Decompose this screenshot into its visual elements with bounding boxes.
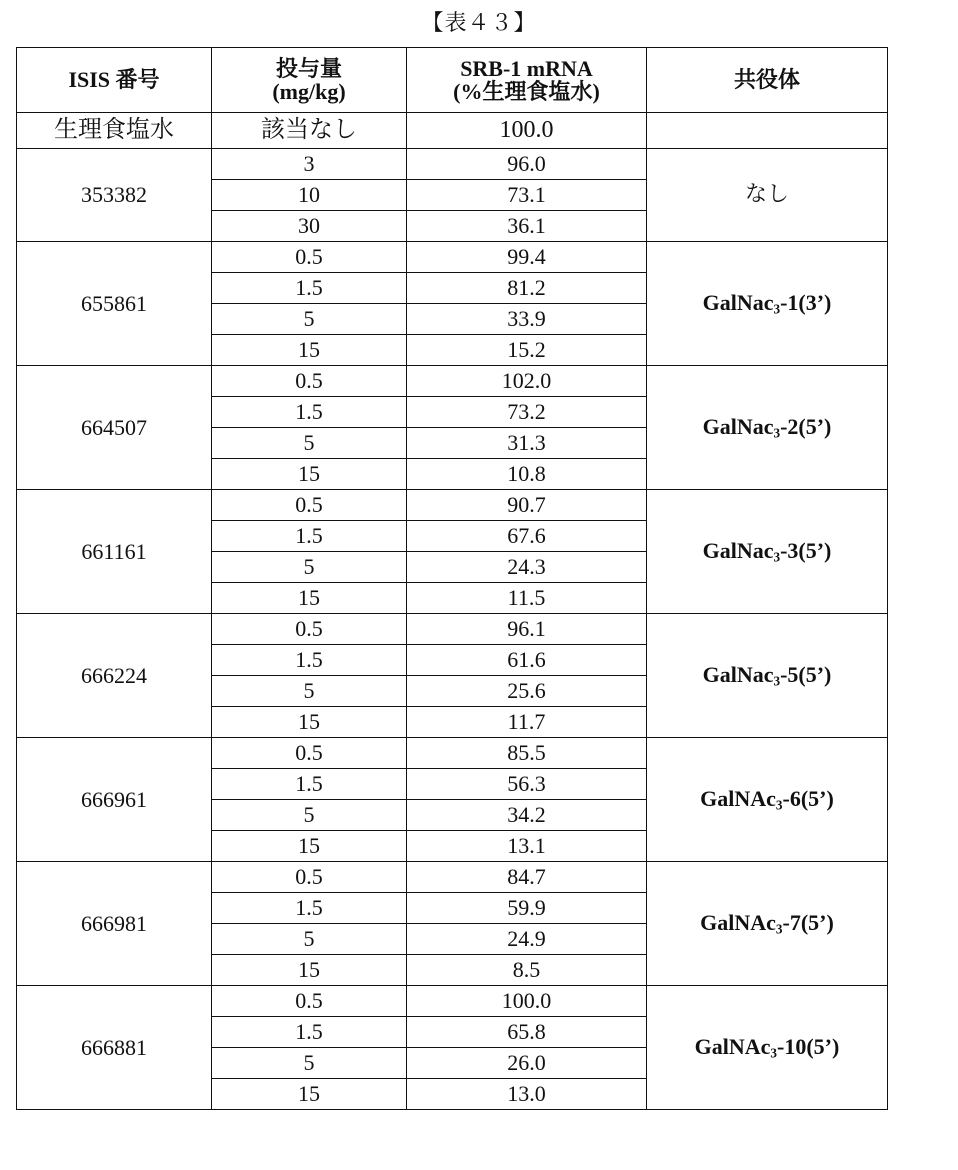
dose-cell: 5 [212,428,407,459]
dose-cell: 15 [212,831,407,862]
dose-cell: 0.5 [212,614,407,645]
conjugate-cell [647,490,888,614]
dose-cell: 5 [212,800,407,831]
mrna-cell: 100.0 [407,986,647,1017]
dose-cell: 5 [212,1048,407,1079]
conjugate-suffix: -10(5’) [777,1033,840,1059]
dose-cell: 15 [212,955,407,986]
saline-row [17,113,888,149]
isis-number-cell: 666961 [17,738,212,862]
table-row [17,490,888,521]
header-row [17,48,888,113]
dose-cell: 1.5 [212,521,407,552]
dose-cell: 10 [212,180,407,211]
isis-number-cell: 666881 [17,986,212,1110]
mrna-cell: 10.8 [407,459,647,490]
mrna-cell: 73.2 [407,397,647,428]
mrna-cell: 31.3 [407,428,647,459]
mrna-cell: 85.5 [407,738,647,769]
mrna-cell: 56.3 [407,769,647,800]
mrna-cell: 24.9 [407,924,647,955]
mrna-cell: 59.9 [407,893,647,924]
mrna-cell: 36.1 [407,211,647,242]
conjugate-cell [647,242,888,366]
header-mrna-line1: SRB-1 mRNA [460,55,593,81]
dose-cell: 5 [212,676,407,707]
mrna-cell: 24.3 [407,552,647,583]
isis-number-cell: 661161 [17,490,212,614]
header-isis-number [17,48,212,113]
dose-cell: 15 [212,707,407,738]
conjugate-subscript: 3 [773,301,781,317]
dose-cell: 1.5 [212,769,407,800]
conjugate-subscript: 3 [773,549,781,565]
saline-conjugate-cell [647,113,888,149]
mrna-cell: 61.6 [407,645,647,676]
mrna-cell: 26.0 [407,1048,647,1079]
mrna-cell: 13.0 [407,1079,647,1110]
dose-cell: 30 [212,211,407,242]
dose-cell: 0.5 [212,986,407,1017]
table-row [17,738,888,769]
mrna-cell: 33.9 [407,304,647,335]
dose-cell: 1.5 [212,893,407,924]
table-row [17,862,888,893]
mrna-cell: 11.5 [407,583,647,614]
mrna-cell: 73.1 [407,180,647,211]
conjugate-prefix: GalNAc [694,1033,771,1059]
header-dose-line1: 投与量 [275,55,342,81]
table-row [17,986,888,1017]
dose-cell: 1.5 [212,397,407,428]
table-row [17,614,888,645]
mrna-cell: 96.0 [407,149,647,180]
saline-dose-cell: 該当なし [212,113,407,149]
dose-cell: 0.5 [212,862,407,893]
conjugate-subscript: 3 [775,797,783,813]
mrna-cell: 8.5 [407,955,647,986]
conjugate-cell [647,738,888,862]
isis-number-cell: 666224 [17,614,212,738]
dose-cell: 15 [212,583,407,614]
mrna-cell: 13.1 [407,831,647,862]
conjugate-suffix: -3(5’) [780,537,832,563]
dose-cell: 0.5 [212,366,407,397]
isis-number-cell: 655861 [17,242,212,366]
mrna-cell: 34.2 [407,800,647,831]
dose-cell: 5 [212,304,407,335]
isis-number-cell: 353382 [17,149,212,242]
conjugate-suffix: -1(3’) [780,289,832,315]
conjugate-suffix: -5(5’) [780,661,832,687]
dose-cell: 15 [212,1079,407,1110]
mrna-cell: 25.6 [407,676,647,707]
mrna-cell: 15.2 [407,335,647,366]
conjugate-prefix: GalNac [702,661,774,687]
mrna-cell: 67.6 [407,521,647,552]
conjugate-suffix: -7(5’) [782,909,834,935]
conjugate-suffix: -2(5’) [780,413,832,439]
conjugate-cell [647,366,888,490]
header-isis-label: ISIS 番号 [68,67,160,93]
header-mrna-unit: (%生理食塩水) [453,79,600,104]
srb1-mrna-table [16,47,888,1110]
mrna-cell: 102.0 [407,366,647,397]
dose-cell: 0.5 [212,490,407,521]
mrna-cell: 96.1 [407,614,647,645]
conjugate-cell [647,149,888,242]
conjugate-suffix: -6(5’) [782,785,834,811]
table-title: 【表４３】 [421,10,537,35]
mrna-cell: 99.4 [407,242,647,273]
conjugate-cell [647,986,888,1110]
saline-isis-cell: 生理食塩水 [17,113,212,149]
mrna-cell: 81.2 [407,273,647,304]
conjugate-subscript: 3 [775,921,783,937]
conjugate-cell [647,862,888,986]
header-conjugate-label: 共役体 [733,67,800,93]
dose-cell: 5 [212,552,407,583]
dose-cell: 0.5 [212,242,407,273]
conjugate-cell [647,614,888,738]
conjugate-prefix: GalNac [702,289,774,315]
conjugate-prefix: GalNAc [700,785,776,811]
conjugate-subscript: 3 [773,673,781,689]
conjugate-prefix: GalNAc [700,909,776,935]
dose-cell: 15 [212,459,407,490]
conjugate-subscript: 3 [773,425,781,441]
mrna-cell: 90.7 [407,490,647,521]
mrna-cell: 11.7 [407,707,647,738]
saline-mrna-cell: 100.0 [407,113,647,149]
isis-number-cell: 666981 [17,862,212,986]
header-conjugate [647,48,888,113]
mrna-cell: 84.7 [407,862,647,893]
table-row [17,149,888,180]
dose-cell: 0.5 [212,738,407,769]
table-row [17,242,888,273]
isis-number-cell: 664507 [17,366,212,490]
dose-cell: 5 [212,924,407,955]
table-row [17,366,888,397]
conjugate-subscript: 3 [770,1045,778,1061]
conjugate-prefix: GalNac [702,413,774,439]
mrna-cell: 65.8 [407,1017,647,1048]
conjugate-prefix: GalNac [702,537,774,563]
header-srb1-mrna [407,48,647,113]
dose-cell: 1.5 [212,273,407,304]
dose-cell: 1.5 [212,1017,407,1048]
header-dose-unit: (mg/kg) [272,79,346,104]
header-dose [212,48,407,113]
dose-cell: 15 [212,335,407,366]
conjugate-suffix: なし [744,181,789,207]
dose-cell: 1.5 [212,645,407,676]
dose-cell: 3 [212,149,407,180]
